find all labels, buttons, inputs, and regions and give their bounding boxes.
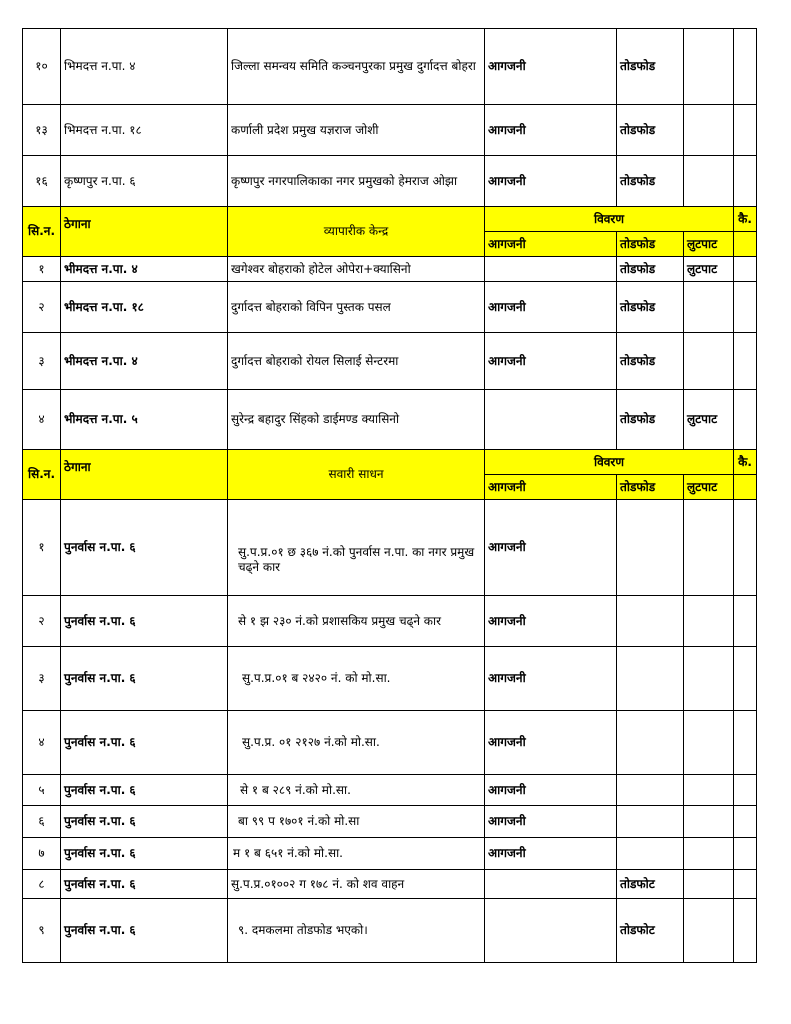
vandalism-cell [617,500,684,596]
description-cell: दुर्गादत्त बोहराको विपिन पुस्तक पसल [228,282,485,333]
loot-cell [684,282,734,333]
vandalism-cell [617,711,684,775]
table-row [23,899,757,963]
table-row [23,596,757,647]
address-cell: पुनर्वास न.पा. ६ [61,899,228,963]
remark-cell [734,282,757,333]
address-cell: भिमदत्त न.पा. १८ [61,105,228,156]
vandalism-cell: तोडफोड [617,156,684,207]
address-cell: पुनर्वास न.पा. ६ [61,711,228,775]
remark-cell [734,838,757,870]
arson-cell: आगजनी [485,596,617,647]
serial-number: ८ [23,870,61,899]
remark-header-blank [734,232,757,257]
remark-cell [734,711,757,775]
arson-cell: आगजनी [485,105,617,156]
arson-header: आगजनी [485,232,617,257]
serial-number: १ [23,500,61,596]
table-row [23,390,757,450]
arson-header: आगजनी [485,475,617,500]
loot-header: लुटपाट [684,232,734,257]
incident-table [22,28,757,963]
table-row [23,838,757,870]
serial-number: ६ [23,806,61,838]
remark-cell [734,257,757,282]
serial-number: ७ [23,838,61,870]
table-row [23,806,757,838]
description-cell: बा ९९ प १७०१ नं.को मो.सा [228,806,485,838]
serial-header: सि.न. [23,450,61,500]
remark-cell [734,899,757,963]
table-row [23,775,757,806]
vandalism-cell: तोडफोट [617,899,684,963]
remark-cell [734,29,757,105]
arson-cell: आगजनी [485,711,617,775]
arson-cell: आगजनी [485,500,617,596]
address-cell: भीमदत्त न.पा. ४ [61,333,228,390]
serial-number: १३ [23,105,61,156]
remark-cell [734,500,757,596]
remark-header: कै. [734,207,757,232]
vandalism-cell: तोडफोड [617,29,684,105]
arson-cell: आगजनी [485,156,617,207]
loot-cell [684,870,734,899]
serial-number: ४ [23,711,61,775]
serial-number: ५ [23,775,61,806]
arson-cell [485,257,617,282]
address-header: ठेगाना [61,450,228,500]
remark-cell [734,156,757,207]
serial-number: २ [23,282,61,333]
serial-header: सि.न. [23,207,61,257]
table-row [23,870,757,899]
address-cell: कृष्णपुर न.पा. ६ [61,156,228,207]
description-cell: से १ ब २८९ नं.को मो.सा. [228,775,485,806]
address-header: ठेगाना [61,207,228,257]
address-cell: पुनर्वास न.पा. ६ [61,775,228,806]
loot-cell [684,899,734,963]
loot-cell [684,500,734,596]
loot-cell [684,838,734,870]
address-cell: पुनर्वास न.पा. ६ [61,870,228,899]
detail-header: विवरण [485,450,734,475]
table-row [23,156,757,207]
category-header: व्यापारीक केन्द्र [228,207,485,257]
table-row [23,333,757,390]
arson-cell [485,870,617,899]
vandalism-cell [617,596,684,647]
description-cell: कृष्णपुर नगरपालिकाका नगर प्रमुखको हेमराज ओझा [228,156,485,207]
address-cell: भीमदत्त न.पा. १८ [61,282,228,333]
description-cell: से १ झ २३० नं.को प्रशासकिय प्रमुख चढ्ने कार [228,596,485,647]
arson-cell: आगजनी [485,29,617,105]
vandalism-cell: तोडफोड [617,333,684,390]
remark-cell [734,647,757,711]
table-row [23,647,757,711]
remark-cell [734,806,757,838]
category-header: सवारी साधन [228,450,485,500]
address-cell: पुनर्वास न.पा. ६ [61,647,228,711]
table-row [23,282,757,333]
description-cell: म १ ब ६५१ नं.को मो.सा. [228,838,485,870]
vandalism-cell [617,775,684,806]
remark-header: कै. [734,450,757,475]
description-cell: सुरेन्द्र बहादुर सिंहको डाईमण्ड क्यासिनो [228,390,485,450]
description-cell: दुर्गादत्त बोहराको रोयल सिलाई सेन्टरमा [228,333,485,390]
arson-cell: आगजनी [485,333,617,390]
vandalism-header: तोडफोड [617,232,684,257]
arson-cell: आगजनी [485,647,617,711]
loot-cell [684,806,734,838]
description-cell: जिल्ला समन्वय समिति कञ्चनपुरका प्रमुख दुर्गादत्त बोहरा [228,29,485,105]
vandalism-cell: तोडफोड [617,282,684,333]
vandalism-cell [617,806,684,838]
remark-cell [734,105,757,156]
serial-number: ३ [23,333,61,390]
address-cell: पुनर्वास न.पा. ६ [61,806,228,838]
description-cell: कर्णाली प्रदेश प्रमुख यज्ञराज जोशी [228,105,485,156]
address-cell: पुनर्वास न.पा. ६ [61,500,228,596]
arson-cell: आगजनी [485,806,617,838]
address-cell: भिमदत्त न.पा. ४ [61,29,228,105]
description-cell: सु.प.प्र.०१००२ ग १७८ नं. को शव वाहन [228,870,485,899]
address-cell: भीमदत्त न.पा. ४ [61,257,228,282]
description-cell: सु.प.प्र. ०१ २१२७ नं.को मो.सा. [228,711,485,775]
vandalism-cell [617,838,684,870]
vandalism-cell: तोडफोड [617,105,684,156]
arson-cell: आगजनी [485,838,617,870]
description-cell: ९. दमकलमा तोडफोड भएको। [228,899,485,963]
loot-cell [684,105,734,156]
loot-cell [684,29,734,105]
loot-cell [684,775,734,806]
loot-cell [684,647,734,711]
loot-cell: लुटपाट [684,257,734,282]
serial-number: ४ [23,390,61,450]
remark-cell [734,870,757,899]
serial-number: १ [23,257,61,282]
loot-cell [684,156,734,207]
vandalism-cell [617,647,684,711]
description-cell: खगेश्वर बोहराको होटेल ओपेरा+क्यासिनो [228,257,485,282]
detail-header: विवरण [485,207,734,232]
remark-cell [734,596,757,647]
arson-cell: आगजनी [485,282,617,333]
description-cell: सु.प.प्र.०१ छ ३६७ नं.को पुनर्वास न.पा. का नगर प्रमुख चढ्ने कार [228,500,485,596]
address-cell: पुनर्वास न.पा. ६ [61,838,228,870]
vandalism-header: तोडफोड [617,475,684,500]
table-row [23,711,757,775]
loot-cell [684,711,734,775]
arson-cell [485,390,617,450]
table-row [23,105,757,156]
vandalism-cell: तोडफोड [617,257,684,282]
serial-number: ३ [23,647,61,711]
remark-cell [734,390,757,450]
address-cell: भीमदत्त न.पा. ५ [61,390,228,450]
description-cell: सु.प.प्र.०१ ब २४२० नं. को मो.सा. [228,647,485,711]
header-row [23,450,757,475]
loot-cell: लुटपाट [684,390,734,450]
header-row [23,207,757,232]
remark-cell [734,775,757,806]
serial-number: १६ [23,156,61,207]
vandalism-cell: तोडफोड [617,390,684,450]
arson-cell [485,899,617,963]
remark-header-blank [734,475,757,500]
table-row [23,257,757,282]
serial-number: ९ [23,899,61,963]
remark-cell [734,333,757,390]
vandalism-cell: तोडफोट [617,870,684,899]
serial-number: १० [23,29,61,105]
table-row [23,500,757,596]
arson-cell: आगजनी [485,775,617,806]
table-row [23,29,757,105]
loot-header: लुटपाट [684,475,734,500]
loot-cell [684,596,734,647]
serial-number: २ [23,596,61,647]
address-cell: पुनर्वास न.पा. ६ [61,596,228,647]
loot-cell [684,333,734,390]
